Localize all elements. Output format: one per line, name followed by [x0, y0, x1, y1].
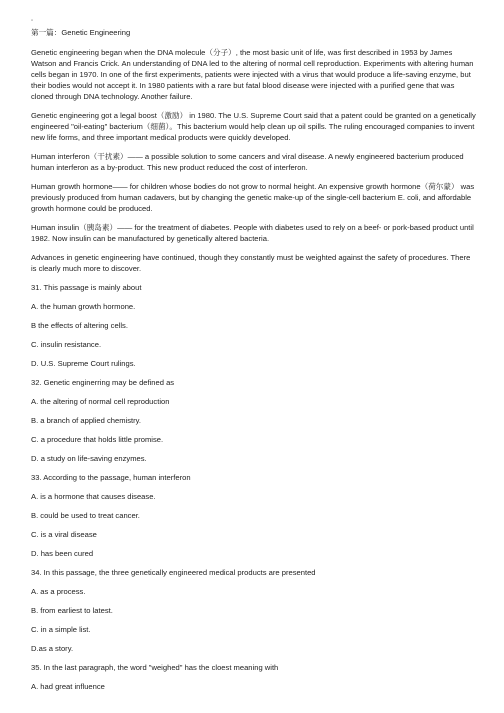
bullet-marker: ▫ [31, 18, 34, 24]
paragraph-growth-hormone: Human growth hormone—— for children whose bodies do not grow to normal height. An expensive growth hormone（荷尔蒙） was previously produced from human cadavers, but by changing the genetic make-up of the single-cell bacterium E. coli, and affordable growth hormone could be produced. [31, 182, 475, 213]
paragraph-conclusion: Advances in genetic engineering have continued, though they constantly must be weighted against the safety of procedures. There is clearly much more to discover. [31, 253, 471, 273]
option-34-d: D.as a story. [31, 644, 74, 653]
option-32-b: B. a branch of applied chemistry. [31, 416, 142, 425]
option-34-b: B. from earliest to latest. [31, 606, 113, 615]
option-31-a: A. the human growth hormone. [31, 302, 136, 311]
paragraph-interferon: Human interferon（干扰素）—— a possible solution to some cancers and viral disease. A newly engineered bacterium produced human interferon as a by-product. This new product reduced the cost of interferon. [31, 152, 464, 172]
option-33-c: C. is a viral disease [31, 530, 97, 539]
paragraph-legal-boost: Genetic engineering got a legal boost（激励） in 1980. The U.S. Supreme Court said that a patent could be granted on a genetically engineered "oil-eating" bacterium（细菌）。This bacterium would help clean up oil spills. The ruling encouraged companies to invent new life forms, and three important medical products were quickly developed. [31, 111, 476, 142]
option-33-a: A. is a hormone that causes disease. [31, 492, 156, 501]
question-34: 34. In this passage, the three genetically engineered medical products are presented [31, 568, 316, 577]
question-33: 33. According to the passage, human interferon [31, 473, 191, 482]
question-35: 35. In the last paragraph, the word "weighed" has the cloest meaning with [31, 663, 279, 672]
option-35-a: A. had great influence [31, 682, 105, 691]
question-31: 31. This passage is mainly about [31, 283, 142, 292]
option-31-d: D. U.S. Supreme Court rulings. [31, 359, 136, 368]
option-33-b: B. could be used to treat cancer. [31, 511, 140, 520]
option-31-c: C. insulin resistance. [31, 340, 102, 349]
paragraph-intro: Genetic engineering began when the DNA molecule（分子）, the most basic unit of life, was first described in 1953 by James Watson and Francis Crick. An understanding of DNA led to the altering of normal cell reproduction. Experiments with altering human cells began in 1970. In one of the first experiments, patients were injected with a virus that would produce a life-saving enzyme, but their bodies would not accept it. In 1980 patients with a rare but fatal blood disease were injected with a purified gene that was cloned through DNA technology. Another failure. [31, 48, 474, 101]
option-33-d: D. has been cured [31, 549, 94, 558]
option-32-a: A. the altering of normal cell reproduction [31, 397, 170, 406]
paragraph-insulin: Human insulin（胰岛素）—— for the treatment of diabetes. People with diabetes used to rely on a beef- or pork-based product until 1982. Now insulin can be manufactured by genetically altered bacteria. [31, 223, 474, 243]
option-34-a: A. as a process. [31, 587, 86, 596]
option-32-c: C. a procedure that holds little promise. [31, 435, 164, 444]
option-31-b: B the effects of altering cells. [31, 321, 128, 330]
question-32: 32. Genetic enginerring may be defined as [31, 378, 175, 387]
document-title: 第一篇：Genetic Engineering [31, 28, 131, 37]
option-32-d: D. a study on life-saving enzymes. [31, 454, 147, 463]
document-page [31, 17, 477, 700]
option-34-c: C. in a simple list. [31, 625, 91, 634]
